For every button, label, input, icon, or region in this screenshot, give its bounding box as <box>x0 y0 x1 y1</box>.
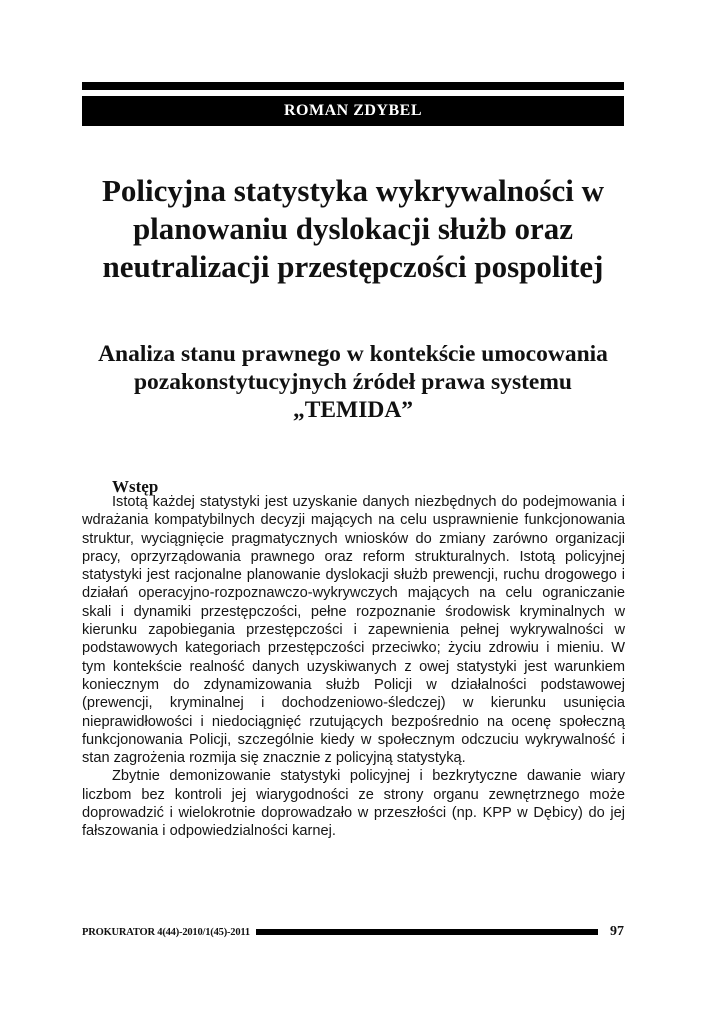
article-title: Policyjna statystyka wykrywalności w planowaniu dyslokacji służb oraz neutralizacji przestępczości pospolitej <box>101 173 605 284</box>
journal-citation: PROKURATOR 4(44)-2010/1(45)-2011 <box>82 926 250 938</box>
article-subtitle: Analiza stanu prawnego w kontekście umocowania pozakonstytucyjnych źródeł prawa systemu „TEMIDA” <box>98 341 608 423</box>
section-heading: Wstęp <box>112 477 159 496</box>
page-footer <box>82 924 624 940</box>
body-paragraph-2: Zbytnie demonizowanie statystyki policyjnej i bezkrytyczne dawanie wiary liczbom bez kontroli jej wiarygodności ze strony organu zewnętrznego może doprowadzić i wielokrotnie doprowadzało w przeszłości (np. KPP w Dębicy) do jej fałszowania i odpowiedzialności karnej. <box>82 768 625 840</box>
footer-rule <box>256 929 598 935</box>
author-banner <box>82 96 624 126</box>
body-paragraph-1: Istotą każdej statystyki jest uzyskanie danych niezbędnych do podejmowania i wdrażania kompatybilnych decyzji mających na celu usprawnienie funkcjonowania struktur, wyciągnięcie pragmatycznych wniosków do zmiany zarówno organizacji pracy, oprzyrządowania prawnego oraz reform strukturalnych. Istotą policyjnej statystyki jest racjonalne planowanie dyslokacji służb prewencji, ruchu drogowego i działań operacyjno-rozpoznawczo-wykrywczych mających na celu ograniczanie skali i dynamiki przestępczości, pełne rozpoznanie środowisk kryminalnych w kierunku zapobiegania przestępczości i zapewnienia pełnej wykrywalności w podstawowych kategoriach przestępczości przeciwko; życiu zdrowiu i mieniu. W tym kontekście realność danych uzyskiwanych z owej statystyki jest warunkiem koniecznym do zdynamizowania służb Policji w działalności podstawowej (prewencji, kryminalnej i dochodzeniowo-śledczej) w kierunku usunięcia nieprawidłowości i niedociągnięć rzutujących bezpośrednio na ocenę społeczną funkcjonowania Policji, szczególnie kiedy w społecznym odczuciu wykrywalność i stan zagrożenia rozmija się znacznie z policyjną statystyką. <box>82 494 625 767</box>
top-rule <box>82 82 624 90</box>
page-number: 97 <box>610 924 624 939</box>
article-body <box>82 493 625 841</box>
author-name: ROMAN ZDYBEL <box>283 102 422 119</box>
